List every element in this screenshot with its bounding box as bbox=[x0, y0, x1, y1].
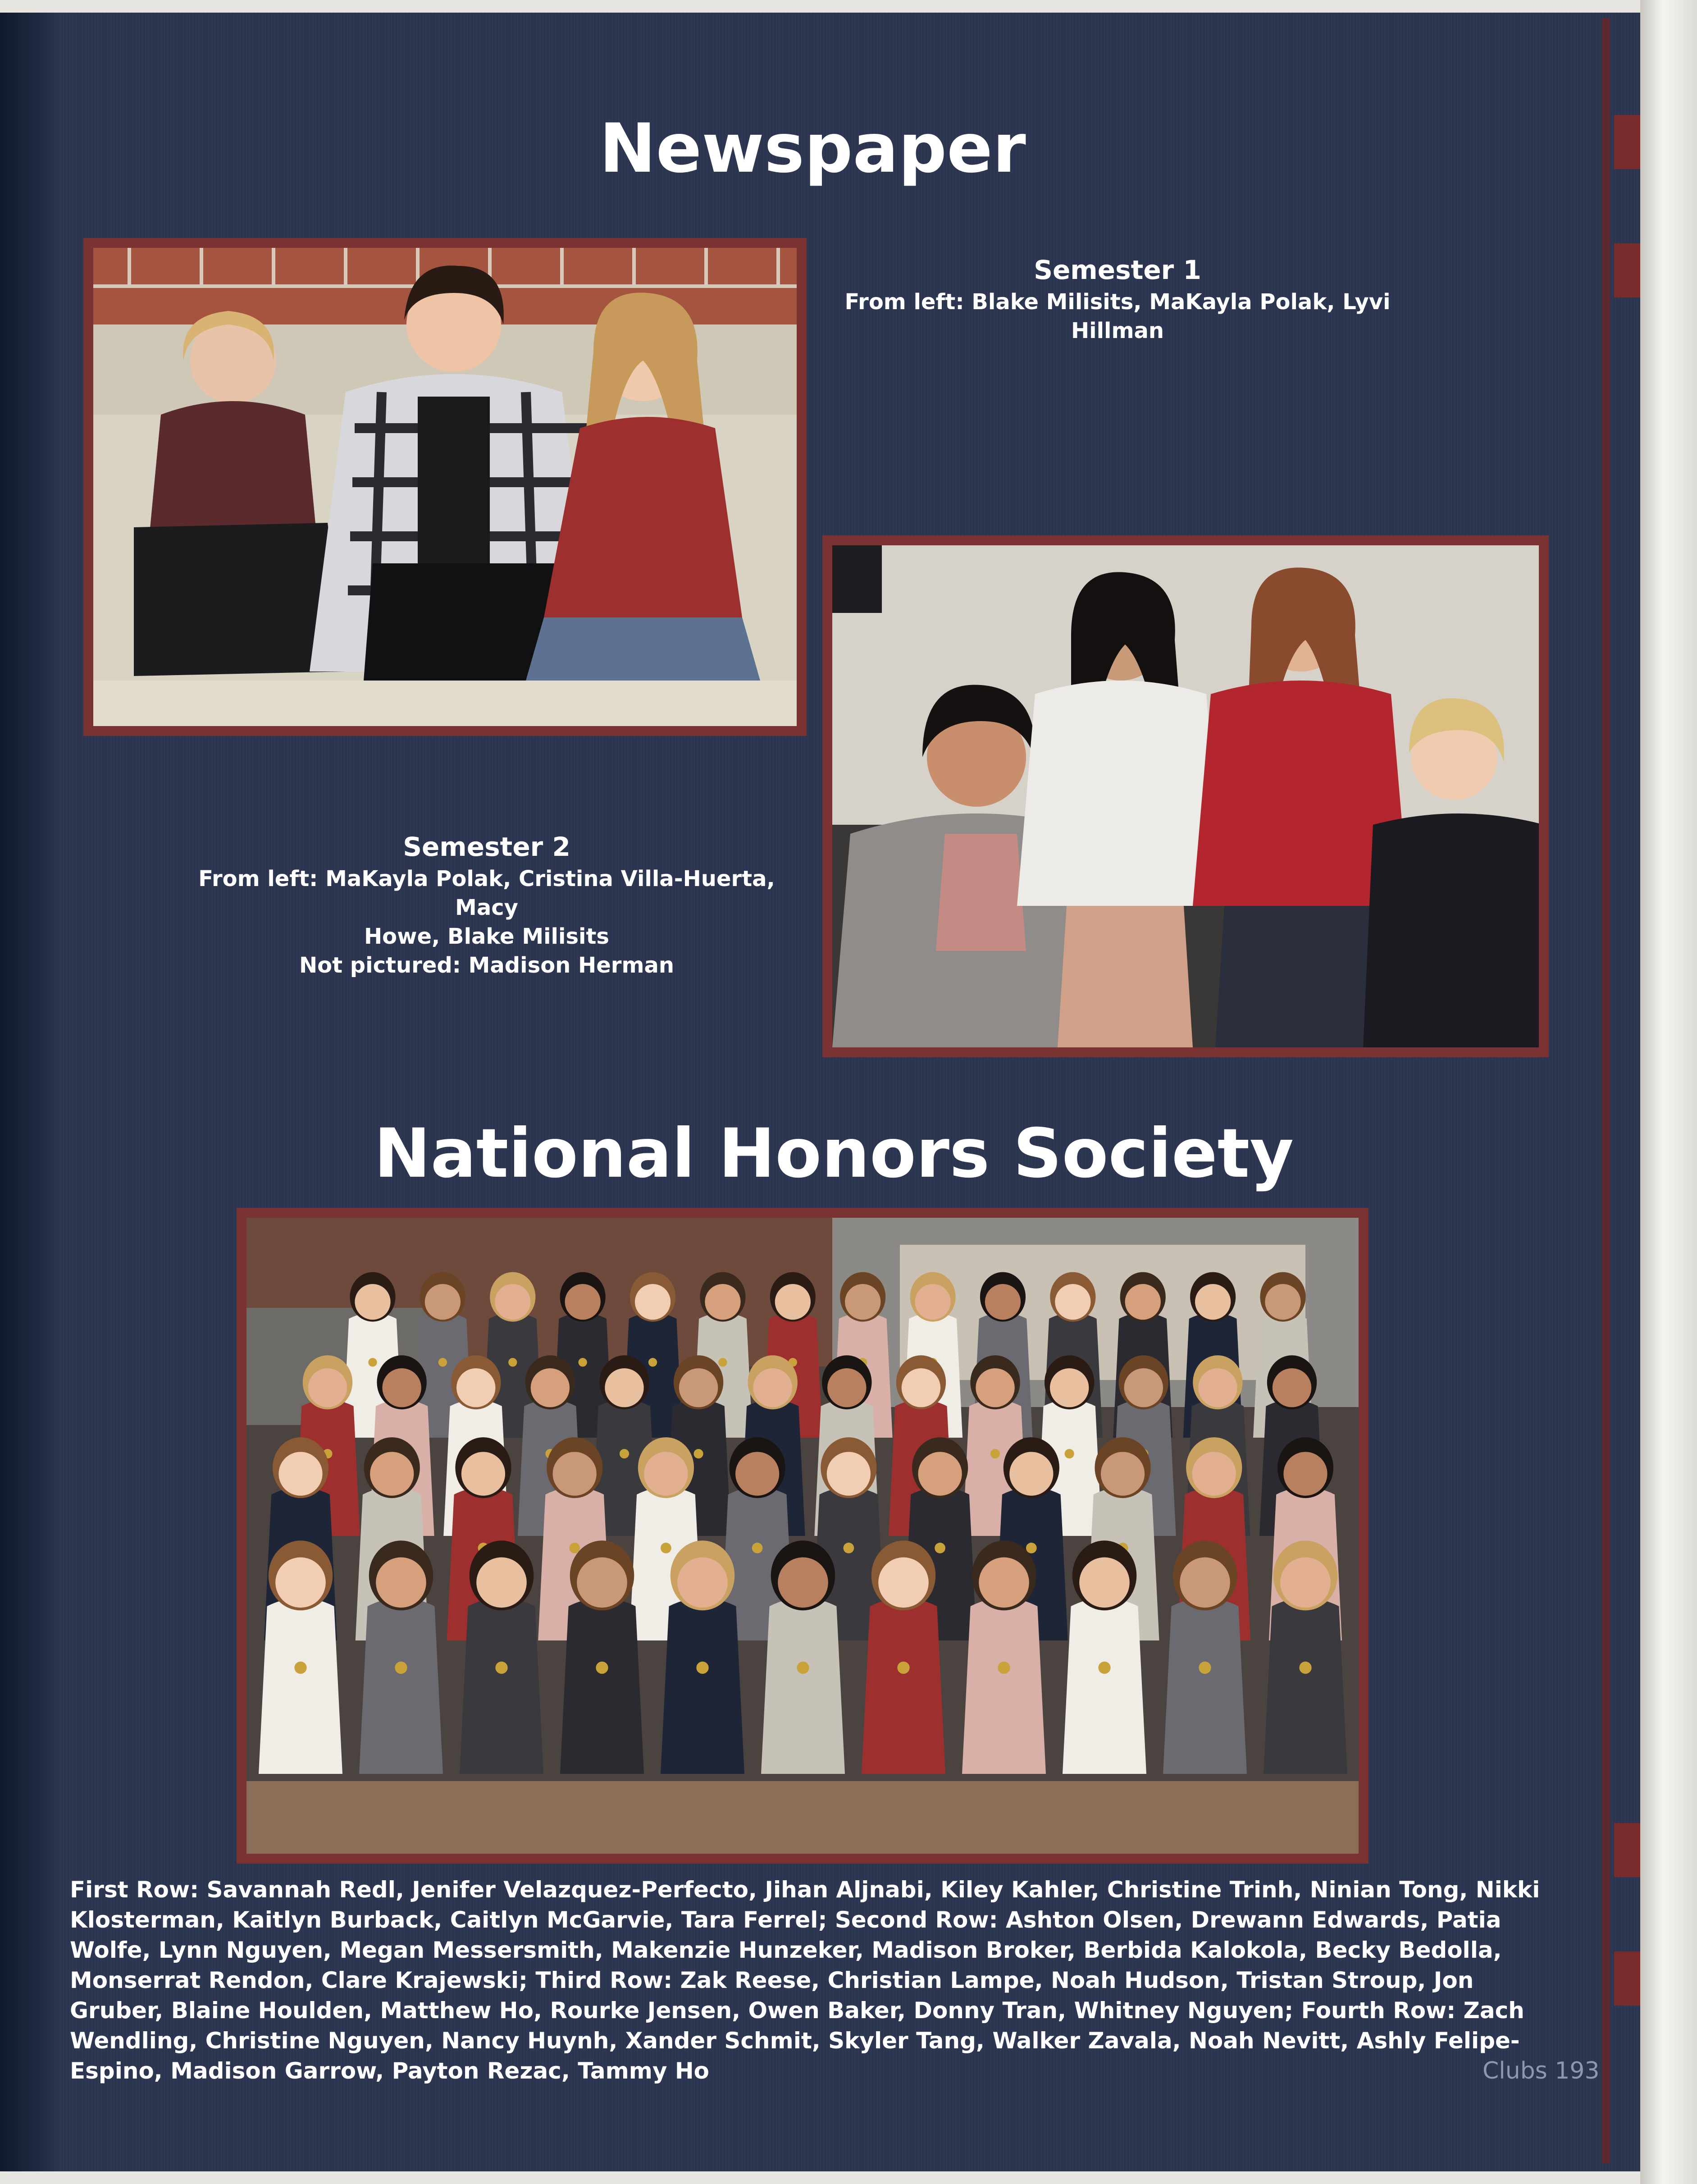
member-face bbox=[1195, 1284, 1231, 1320]
semester2-heading: Semester 2 bbox=[403, 832, 570, 862]
member-face bbox=[1283, 1452, 1327, 1496]
member-face bbox=[778, 1558, 828, 1608]
member-face bbox=[1125, 1284, 1161, 1320]
nhs-member-list: First Row: Savannah Redl, Jenifer Velazquez-Perfecto, Jihan Aljnabi, Kiley Kahler, Christine Trinh, Ninian Tong, Nikki Klosterman, Kaitlyn Burback, Caitlyn McGarvie, Tara Ferrel; Second Row: Ashton Olsen, Drewann Edwards, Patia Wolfe, Lynn Nguyen, Megan Messersmith, Makenzie Hunzeker, Madison Broker, Berbida Kalokola, Becky Bedolla, Monserrat Rendon, Clare Krajewski; Third Row: Zak Reese, Christian Lampe, Noah Hudson, Tristan Stroup, Jon Gruber, Blaine Houlden, Matthew Ho, Rourke Jensen, Owen Baker, Donny Tran, Whitney Nguyen; Fourth Row: Zach Wendling, Christine Nguyen, Nancy Huynh, Xander Schmit, Skyler Tang, Walker Zavala, Noah Nevitt, Ashly Felipe-Espino, Madison Garrow, Payton Rezac, Tammy Ho bbox=[70, 1877, 1540, 2084]
semester1-photo bbox=[83, 238, 807, 736]
member-face bbox=[355, 1284, 390, 1320]
medal-icon bbox=[438, 1358, 447, 1366]
member-face bbox=[1079, 1558, 1130, 1608]
member-face bbox=[635, 1284, 671, 1320]
member-face bbox=[705, 1284, 740, 1320]
medal-icon bbox=[294, 1662, 306, 1674]
member-face bbox=[753, 1368, 792, 1407]
medal-icon bbox=[578, 1358, 587, 1366]
medal-icon bbox=[508, 1358, 517, 1366]
semester1-names: From left: Blake Milisits, MaKayla Polak, Lyvi Hillman bbox=[844, 289, 1391, 343]
member-figure bbox=[661, 1598, 744, 1774]
member-face bbox=[1180, 1558, 1230, 1608]
member-face bbox=[1280, 1558, 1331, 1608]
member-face bbox=[677, 1558, 728, 1608]
member-figure bbox=[1163, 1598, 1247, 1774]
member-face bbox=[278, 1452, 322, 1496]
member-face bbox=[456, 1368, 495, 1407]
member-face bbox=[679, 1368, 718, 1407]
medal-icon bbox=[596, 1662, 608, 1674]
member-figure bbox=[359, 1598, 443, 1774]
medal-icon bbox=[368, 1358, 377, 1366]
member-face bbox=[827, 1368, 866, 1407]
medal-icon bbox=[843, 1543, 854, 1553]
member-figure bbox=[560, 1598, 644, 1774]
medal-icon bbox=[897, 1662, 909, 1674]
medal-icon bbox=[990, 1449, 1000, 1458]
member-face bbox=[531, 1368, 570, 1407]
member-face bbox=[918, 1452, 962, 1496]
member-face bbox=[577, 1558, 627, 1608]
member-face bbox=[979, 1558, 1029, 1608]
member-face bbox=[476, 1558, 527, 1608]
member-figure bbox=[761, 1598, 845, 1774]
member-face bbox=[735, 1452, 779, 1496]
member-face bbox=[425, 1284, 461, 1320]
member-face bbox=[1009, 1452, 1053, 1496]
semester2-names-line2: Howe, Blake Milisits bbox=[364, 924, 609, 949]
member-face bbox=[1101, 1452, 1145, 1496]
medal-icon bbox=[797, 1662, 809, 1674]
medal-icon bbox=[1299, 1662, 1311, 1674]
semester1-heading: Semester 1 bbox=[1034, 255, 1201, 285]
page-edge-stripe bbox=[1602, 18, 1610, 2163]
page-folio: Clubs 193 bbox=[1483, 2057, 1600, 2084]
member-face bbox=[1055, 1284, 1090, 1320]
member-figure bbox=[962, 1598, 1046, 1774]
member-face bbox=[565, 1284, 601, 1320]
member-face bbox=[605, 1368, 643, 1407]
member-face bbox=[461, 1452, 505, 1496]
semester2-caption bbox=[171, 829, 802, 980]
member-figure bbox=[259, 1598, 342, 1774]
medal-icon bbox=[648, 1358, 657, 1366]
page-tab-marker bbox=[1614, 243, 1640, 297]
medal-icon bbox=[1098, 1662, 1110, 1674]
member-face bbox=[370, 1452, 414, 1496]
member-face bbox=[1124, 1368, 1163, 1407]
member-figure bbox=[1063, 1598, 1146, 1774]
member-face bbox=[878, 1558, 929, 1608]
member-face bbox=[985, 1284, 1021, 1320]
member-face bbox=[495, 1284, 530, 1320]
nhs-title: National Honors Society bbox=[374, 1115, 1294, 1193]
semester1-caption bbox=[825, 252, 1410, 345]
member-face bbox=[644, 1452, 688, 1496]
page-tab-marker bbox=[1614, 1823, 1640, 1877]
medal-icon bbox=[718, 1358, 727, 1366]
medal-icon bbox=[935, 1543, 945, 1553]
member-face bbox=[845, 1284, 880, 1320]
member-face bbox=[1273, 1368, 1311, 1407]
medal-icon bbox=[1199, 1662, 1211, 1674]
medal-icon bbox=[620, 1449, 629, 1458]
medal-icon bbox=[661, 1543, 671, 1553]
member-face bbox=[976, 1368, 1014, 1407]
medal-icon bbox=[998, 1662, 1010, 1674]
medal-icon bbox=[696, 1662, 708, 1674]
semester2-names-line1: From left: MaKayla Polak, Cristina Villa-Huerta, Macy bbox=[198, 866, 775, 920]
newspaper-title: Newspaper bbox=[599, 110, 1026, 188]
semester2-not-pictured: Not pictured: Madison Herman bbox=[299, 953, 675, 978]
member-face bbox=[775, 1284, 811, 1320]
page-edge bbox=[1640, 0, 1697, 2184]
semester2-photo bbox=[822, 535, 1549, 1057]
medal-icon bbox=[694, 1449, 703, 1458]
member-face bbox=[275, 1558, 326, 1608]
member-face bbox=[1050, 1368, 1089, 1407]
page-tab-marker bbox=[1614, 1951, 1640, 2006]
nhs-group-photo bbox=[237, 1208, 1369, 1864]
member-face bbox=[1198, 1368, 1237, 1407]
member-face bbox=[382, 1368, 421, 1407]
member-face bbox=[376, 1558, 426, 1608]
member-face bbox=[915, 1284, 950, 1320]
member-face bbox=[827, 1452, 871, 1496]
member-face bbox=[553, 1452, 597, 1496]
member-figure bbox=[862, 1598, 945, 1774]
medal-icon bbox=[1065, 1449, 1074, 1458]
member-face bbox=[308, 1368, 347, 1407]
page-gutter bbox=[0, 13, 59, 2171]
member-face bbox=[902, 1368, 940, 1407]
medal-icon bbox=[1026, 1543, 1037, 1553]
medal-icon bbox=[395, 1662, 407, 1674]
member-figure bbox=[1264, 1598, 1347, 1774]
medal-icon bbox=[752, 1543, 763, 1553]
page-tab-marker bbox=[1614, 115, 1640, 169]
medal-icon bbox=[495, 1662, 507, 1674]
member-figure bbox=[460, 1598, 543, 1774]
medal-icon bbox=[569, 1543, 580, 1553]
member-face bbox=[1192, 1452, 1236, 1496]
member-face bbox=[1265, 1284, 1300, 1320]
